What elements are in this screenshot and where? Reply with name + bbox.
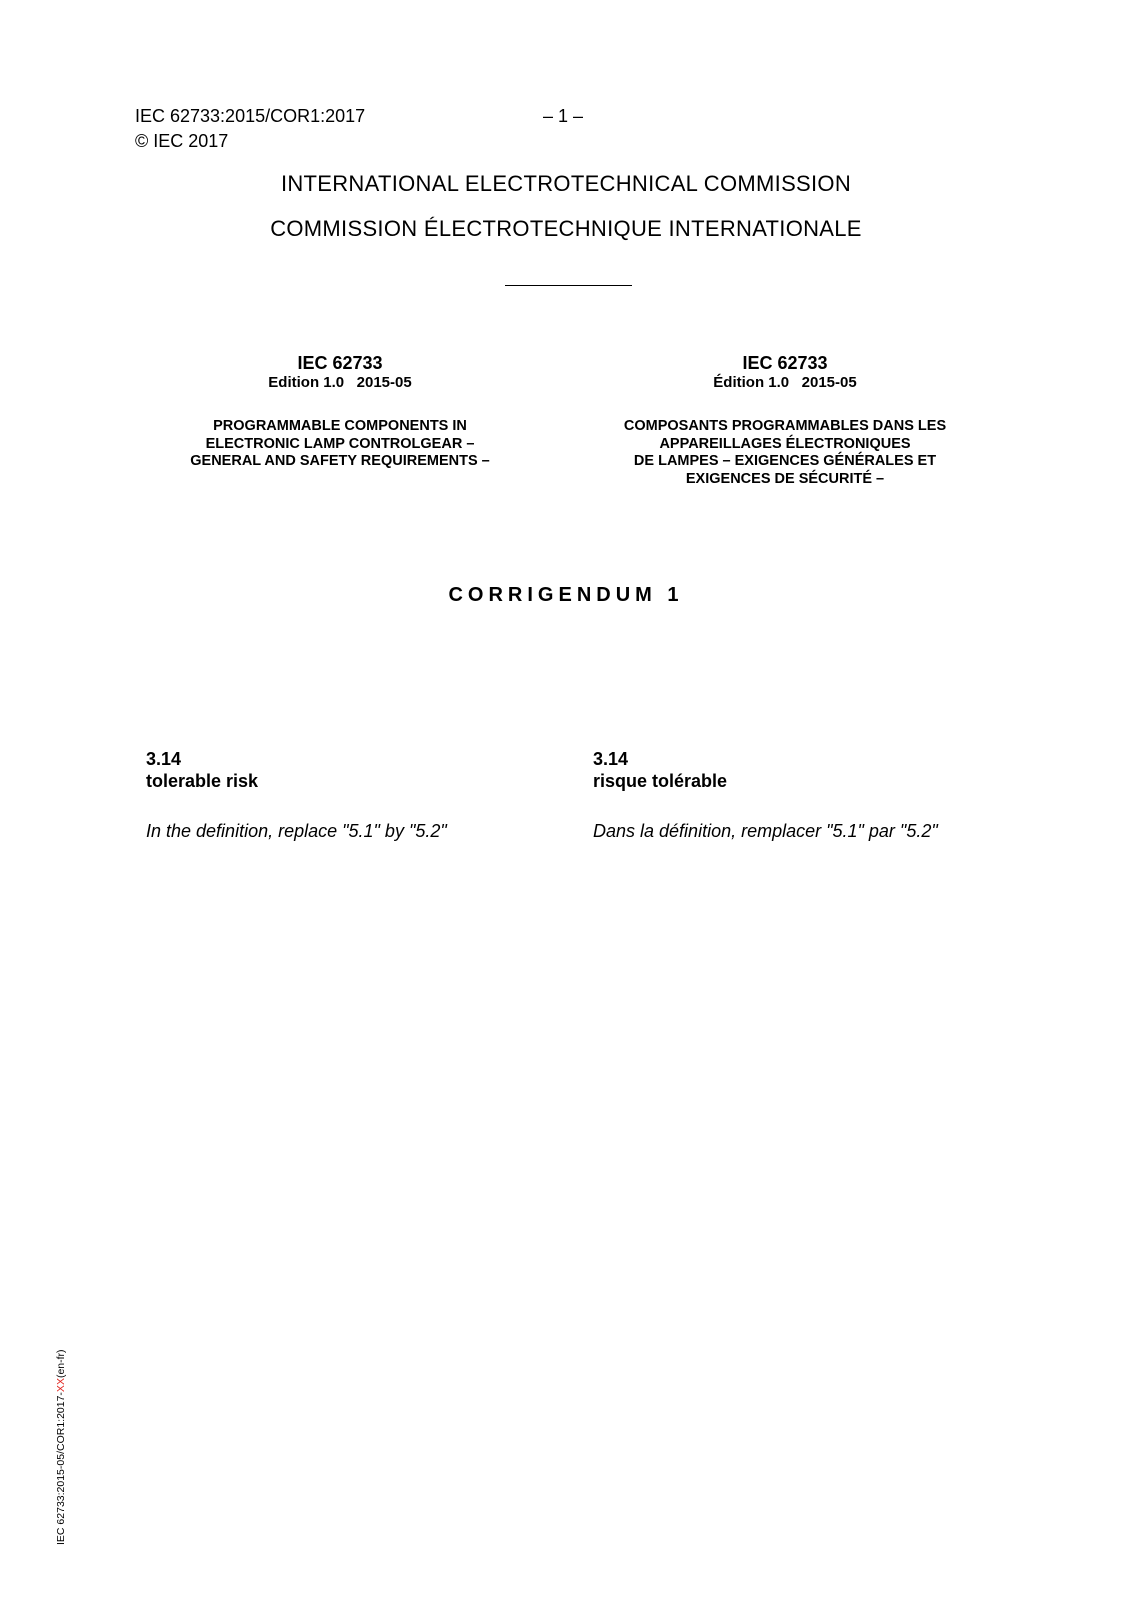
correction-english — [146, 748, 506, 842]
side-code-highlight: XX — [55, 1378, 67, 1393]
standard-title — [585, 418, 985, 488]
title-line: EXIGENCES DE SÉCURITÉ – — [685, 470, 885, 487]
correction-text: Dans la définition, remplacer "5.1" par "5.2" — [593, 821, 938, 841]
standard-number: IEC 62733 — [297, 353, 383, 373]
side-code-suffix: (en-fr) — [55, 1349, 67, 1379]
clause-term: tolerable risk — [146, 771, 259, 791]
title-line: DE LAMPES – EXIGENCES GÉNÉRALES ET — [633, 453, 937, 469]
correction-french — [593, 748, 988, 842]
title-line: GENERAL AND SAFETY REQUIREMENTS – — [190, 453, 490, 469]
corrigendum-heading: CORRIGENDUM 1 — [448, 584, 684, 606]
page-number: – 1 – — [543, 106, 584, 126]
organization-name-english: INTERNATIONAL ELECTROTECHNICAL COMMISSION — [280, 171, 852, 196]
side-code-prefix: IEC 62733:2015-05/COR1:2017- — [55, 1392, 67, 1545]
side-document-code — [55, 1349, 67, 1545]
standard-title — [140, 418, 540, 471]
french-column — [585, 352, 985, 488]
clause-number: 3.14 — [593, 749, 629, 769]
title-line: APPAREILLAGES ÉLECTRONIQUES — [659, 435, 911, 452]
separator-rule — [505, 285, 632, 286]
correction-text: In the definition, replace "5.1" by "5.2" — [146, 821, 447, 841]
edition-line: Edition 1.0 2015-05 — [268, 374, 412, 391]
standard-number: IEC 62733 — [742, 353, 828, 373]
title-line: COMPOSANTS PROGRAMMABLES DANS LES — [623, 418, 947, 434]
title-line: PROGRAMMABLE COMPONENTS IN — [213, 418, 467, 434]
clause-term: risque tolérable — [593, 771, 728, 791]
organization-name-french: COMMISSION ÉLECTROTECHNIQUE INTERNATIONALE — [270, 216, 862, 241]
document-reference: IEC 62733:2015/COR1:2017 — [135, 106, 366, 126]
clause-number: 3.14 — [146, 749, 182, 769]
english-column — [140, 352, 540, 471]
edition-line: Édition 1.0 2015-05 — [713, 374, 857, 391]
title-line: ELECTRONIC LAMP CONTROLGEAR – — [205, 435, 475, 452]
copyright-notice: © IEC 2017 — [135, 131, 229, 151]
